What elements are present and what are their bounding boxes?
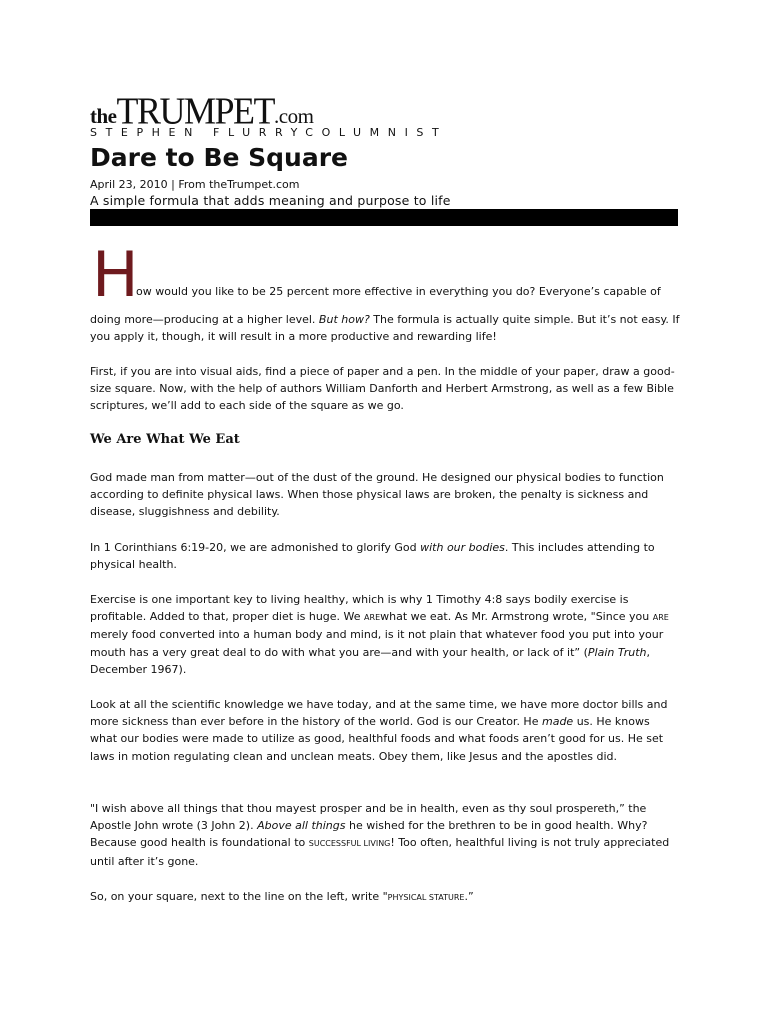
small-caps-run: PHYSICAL STATURE (387, 893, 465, 902)
paragraph-visual-aids: First, if you are into visual aids, find a piece of paper and a pen. In the middle of your paper, draw a good-size square. Now, with the help of authors William Danforth and Herbert Armstrong, as well as a few Bible scriptures, we’ll add to each side of the square as we go. (90, 365, 675, 413)
paragraph-corinthians (90, 539, 680, 573)
text-run: ! Too often, healthful living is not truly appreciated until after it’s gone. (90, 836, 670, 868)
italic-run: Plain Truth (587, 645, 647, 659)
text-run: , December 1967). (90, 645, 650, 676)
text-run: merely food converted into a human body and mind, is it not plain that whatever food you put into your mouth has a very great deal to do with what you are—and with your health, or lack of it” ( (90, 628, 664, 659)
italic-run: Above all things (257, 819, 346, 833)
small-caps-run: ARE (364, 613, 381, 623)
text-run: "I wish above all things that thou mayest prosper and be in health, even as thy soul prospereth,” the Apostle John wrote (3 John 2). (90, 802, 647, 833)
text-run: he wished for the brethren to be in good health. Why? Because good health is foundational to (90, 819, 648, 850)
drop-cap: H (92, 238, 139, 311)
text-run: . This includes attending to physical health. (90, 541, 655, 572)
logo-com: .com (274, 104, 314, 128)
text-run: .” (464, 890, 474, 903)
text-run: Exercise is one important key to living healthy, which is why 1 Timothy 4:8 says bodily exercise is profitable. Added to that, proper diet is huge. We (90, 593, 629, 624)
italic-run: made (541, 715, 574, 729)
small-caps-run: ARE (652, 613, 669, 623)
text-run: doing more—producing at a higher level. (90, 313, 319, 326)
italic-run: But how? (318, 313, 370, 326)
text-run: Look at all the scientific knowledge we have today, and at the same time, we have more doctor bills and more sickness than ever before in the history of the world. God is our Creator. He (90, 698, 668, 729)
logo-trumpet: TRUMPET (116, 90, 275, 132)
paragraph-scientific-knowledge (90, 696, 680, 765)
paragraph-exercise (90, 591, 680, 678)
section-heading: We Are What We Eat (90, 432, 240, 447)
text-run: us. He knows what our bodies were made to utilize as good, healthful foods and what foods aren’t good for us. He set laws in motion regulating clean and unclean meats. Obey them, like Jesus and the apostles did. (90, 715, 664, 763)
article-date-source: April 23, 2010 | From theTrumpet.com (90, 178, 300, 191)
text-run: The formula is actually quite simple. But it’s not easy. If you apply it, though, it will result in a more productive and rewarding life! (90, 313, 680, 344)
paragraph-square-left (90, 888, 680, 906)
article-subtitle: A simple formula that adds meaning and purpose to life (90, 193, 451, 208)
paragraph-3-john (90, 800, 680, 870)
italic-run: with our bodies (420, 541, 505, 554)
small-caps-run: SUCCESSFUL LIVING (308, 839, 391, 849)
lead-paragraph (90, 311, 680, 345)
article-title: Dare to Be Square (90, 143, 349, 172)
site-logo[interactable] (90, 90, 314, 132)
logo-the: the (90, 104, 117, 128)
lead-paragraph-first-line: ow would you like to be 25 percent more effective in everything you do? Everyone’s capable of (136, 285, 661, 298)
header-divider-bar (90, 209, 678, 226)
text-run: So, on your square, next to the line on the left, write " (90, 890, 388, 903)
paragraph-physical-laws: God made man from matter—out of the dust of the ground. He designed our physical bodies to function according to definite physical laws. When those physical laws are broken, the penalty is sickness and disease, sluggishness and debility. (90, 471, 664, 519)
text-run: what we eat. As Mr. Armstrong wrote, "Since you (380, 610, 653, 624)
author-byline: STEPHEN FLURRYCOLUMNIST (90, 126, 448, 139)
text-run: In 1 Corinthians 6:19-20, we are admonished to glorify God (90, 541, 421, 554)
